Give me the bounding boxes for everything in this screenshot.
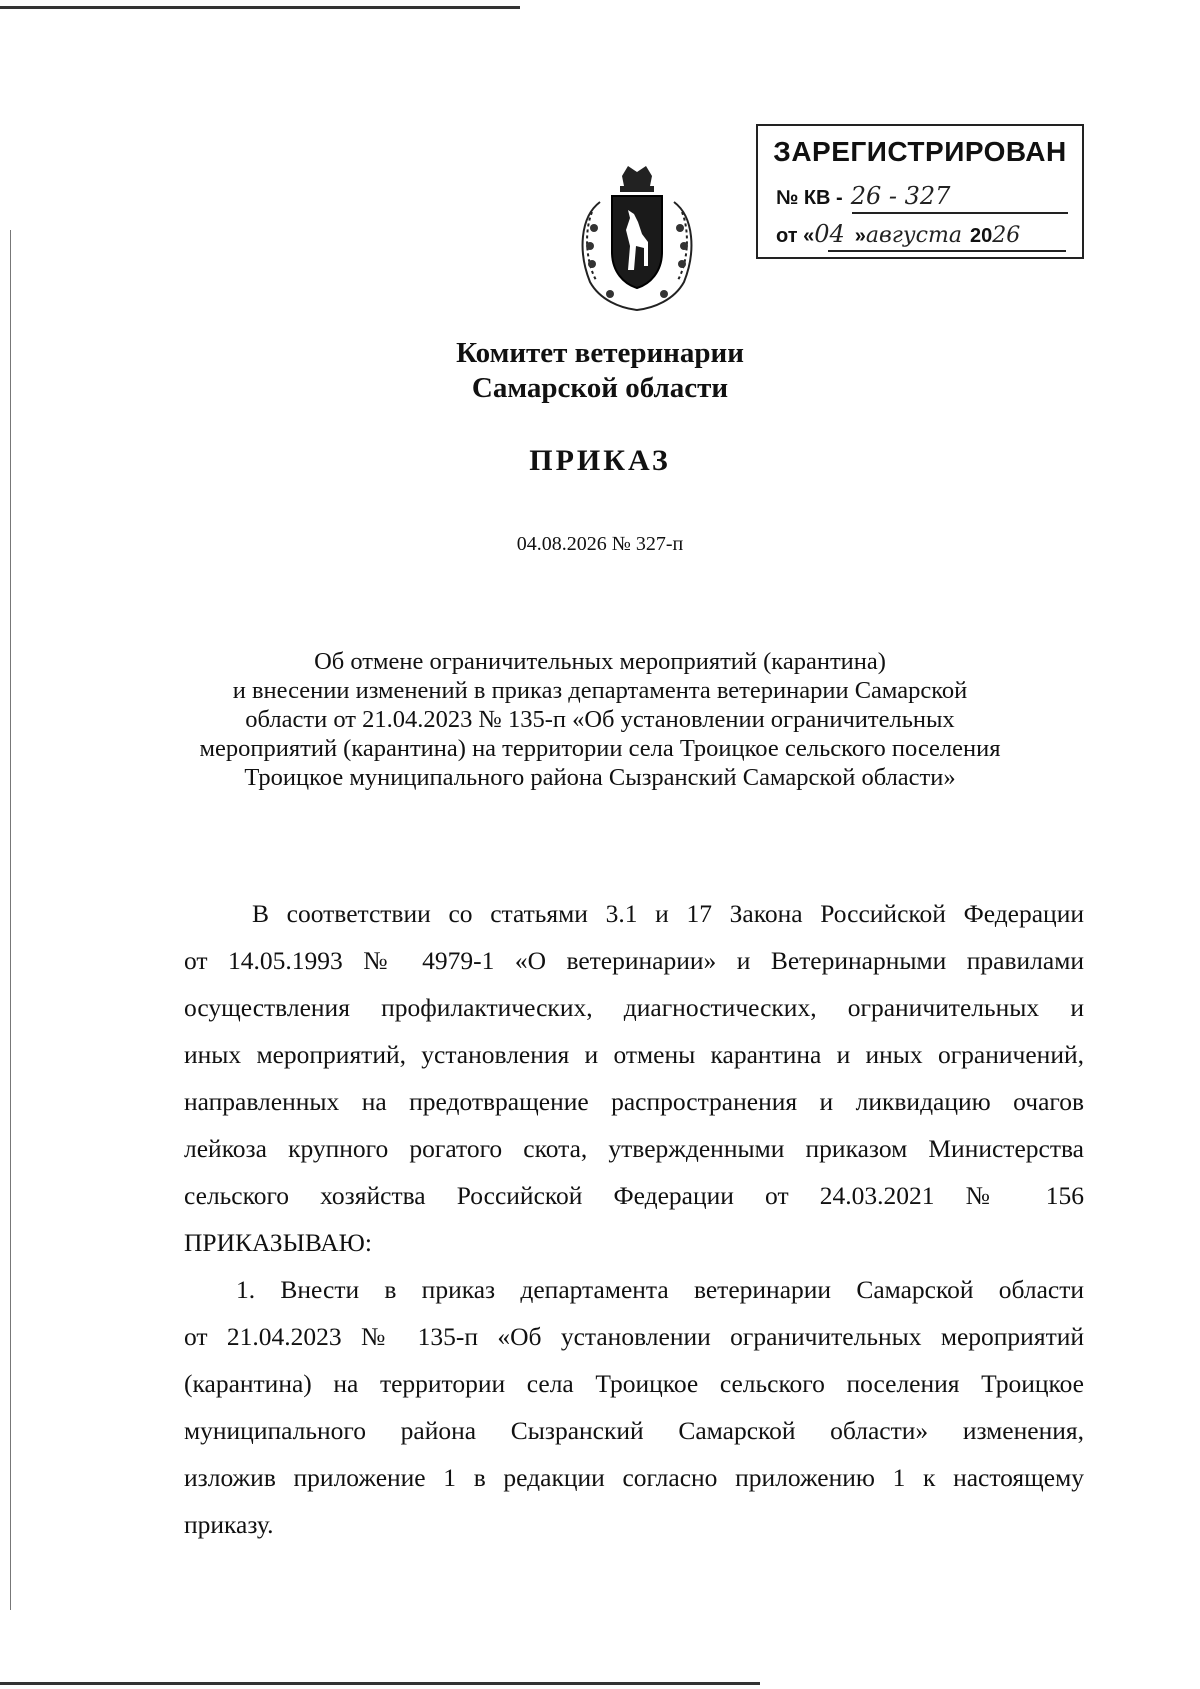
samara-coat-of-arms-icon (570, 162, 704, 312)
stamp-number-handwritten: 26 - 327 (850, 182, 951, 210)
subject-line: мероприятий (карантина) на территории села Троицкое сельского поселения (199, 735, 1001, 762)
preamble-line: иных мероприятий, установления и отмены карантина и иных ограничений, (184, 1040, 1084, 1069)
preamble-line: сельского хозяйства Российской Федерации от 24.03.2021 № 156 (184, 1181, 1084, 1210)
preamble-line: направленных на предотвращение распространения и ликвидацию очагов (184, 1087, 1084, 1116)
stamp-year-handwritten: 26 (992, 223, 1021, 248)
item1-line: муниципального района Сызранский Самарской области» изменения, (184, 1416, 1084, 1445)
scan-edge-top (0, 6, 520, 9)
stamp-title: ЗАРЕГИСТРИРОВАН (773, 136, 1067, 167)
item1-line: (карантина) на территории села Троицкое сельского поселения Троицкое (184, 1369, 1084, 1398)
stamp-number-row (776, 182, 950, 210)
document-subject (150, 647, 1050, 792)
stamp-year-printed: 20 (969, 225, 993, 247)
organization-name-line2: Самарской области (471, 372, 729, 404)
subject-line: области от 21.04.2023 № 135-п «Об установлении ограничительных (245, 706, 955, 733)
stamp-date-mid: » (854, 225, 866, 247)
document-type: ПРИКАЗ (529, 444, 671, 477)
subject-line: Об отмене ограничительных мероприятий (карантина) (314, 648, 886, 675)
preamble-line: осуществления профилактических, диагностических, ограничительных и (184, 993, 1084, 1022)
registration-stamp (756, 124, 1084, 259)
preamble-line: лейкоза крупного рогатого скота, утвержденными приказом Министерства (184, 1134, 1084, 1163)
subject-line: Троицкое муниципального района Сызранский Самарской области» (244, 764, 956, 791)
stamp-date-month: августа (865, 223, 962, 248)
stamp-date-day: 04 (814, 220, 845, 248)
preamble-line: В соответствии со статьями 3.1 и 17 Закона Российской Федерации (252, 899, 1084, 928)
subject-line: и внесении изменений в приказ департамента ветеринарии Самарской (232, 677, 968, 704)
organization-name-line1: Комитет ветеринарии (456, 337, 744, 369)
item1-line: от 21.04.2023 № 135-п «Об установлении ограничительных мероприятий (184, 1322, 1084, 1351)
scan-edge-left (10, 230, 11, 1610)
preamble-line: ПРИКАЗЫВАЮ: (184, 1228, 372, 1257)
item1-line: приказу. (184, 1510, 274, 1539)
item1-line: изложив приложение 1 в редакции согласно приложению 1 к настоящему (184, 1463, 1084, 1492)
stamp-date-row (776, 220, 1020, 248)
item1-line: 1. Внести в приказ департамента ветеринарии Самарской области (236, 1275, 1084, 1304)
scan-edge-bottom (0, 1682, 760, 1685)
stamp-date-prefix: от « (776, 225, 815, 247)
preamble-line: от 14.05.1993 № 4979-1 «О ветеринарии» и Ветеринарными правилами (184, 946, 1084, 975)
stamp-number-prefix: № КВ - (776, 187, 843, 209)
document-number: 04.08.2026 № 327-п (516, 533, 684, 555)
